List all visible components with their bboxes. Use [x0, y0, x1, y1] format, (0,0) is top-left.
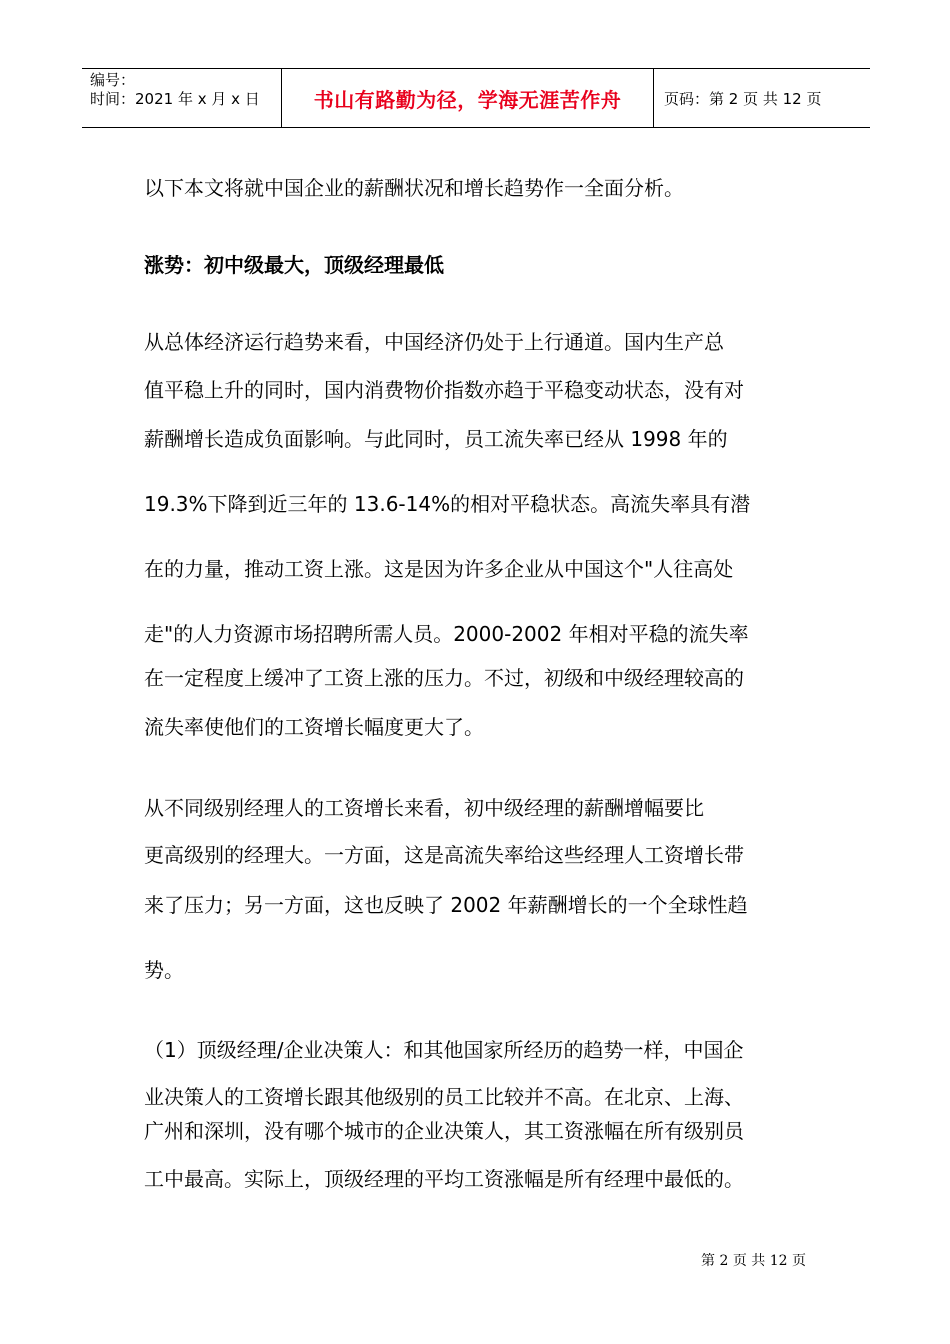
paragraph-2-line-2: 更高级别的经理大。一方面，这是高流失率给这些经理人工资增长带	[144, 843, 744, 867]
paragraph-1-line-6: 走"的人力资源市场招聘所需人员。2000-2002 年相对平稳的流失率	[144, 622, 749, 646]
document-number-label: 编号：	[90, 71, 136, 89]
paragraph-1-line-5: 在的力量，推动工资上涨。这是因为许多企业从中国这个"人往高处	[144, 557, 734, 581]
paragraph-1-line-2: 值平稳上升的同时，国内消费物价指数亦趋于平稳变动状态，没有对	[144, 378, 744, 402]
page-header	[82, 68, 870, 128]
paragraph-2-line-4: 势。	[144, 958, 184, 982]
section-heading: 涨势：初中级最大，顶级经理最低	[144, 253, 444, 277]
paragraph-1-line-1: 从总体经济运行趋势来看，中国经济仍处于上行通道。国内生产总	[144, 330, 724, 354]
document-date: 时间：2021 年 x 月 x 日	[90, 90, 260, 108]
paragraph-1-line-4: 19.3%下降到近三年的 13.6-14%的相对平稳状态。高流失率具有潜	[144, 492, 751, 516]
paragraph-2-line-3: 来了压力；另一方面，这也反映了 2002 年薪酬增长的一个全球性趋	[144, 893, 748, 917]
paragraph-1-line-8: 流失率使他们的工资增长幅度更大了。	[144, 715, 484, 739]
page-footer: 第 2 页 共 12 页	[701, 1253, 806, 1269]
paragraph-3-line-1: （1）顶级经理/企业决策人：和其他国家所经历的趋势一样，中国企	[144, 1038, 744, 1062]
paragraph-1-line-3: 薪酬增长造成负面影响。与此同时，员工流失率已经从 1998 年的	[144, 427, 728, 451]
paragraph-1-line-7: 在一定程度上缓冲了工资上涨的压力。不过，初级和中级经理较高的	[144, 666, 744, 690]
paragraph-3-line-2: 业决策人的工资增长跟其他级别的员工比较并不高。在北京、上海、	[144, 1085, 744, 1109]
header-meta	[82, 69, 282, 127]
header-page-info: 页码：第 2 页 共 12 页	[664, 89, 822, 108]
paragraph-2-line-1: 从不同级别经理人的工资增长来看，初中级经理的薪酬增幅要比	[144, 796, 704, 820]
paragraph-3-line-4: 工中最高。实际上，顶级经理的平均工资涨幅是所有经理中最低的。	[144, 1167, 744, 1191]
paragraph-3-line-3: 广州和深圳，没有哪个城市的企业决策人，其工资涨幅在所有级别员	[144, 1119, 744, 1143]
header-motto: 书山有路勤为径，学海无涯苦作舟	[282, 69, 654, 127]
intro-paragraph: 以下本文将就中国企业的薪酬状况和增长趋势作一全面分析。	[144, 176, 684, 200]
